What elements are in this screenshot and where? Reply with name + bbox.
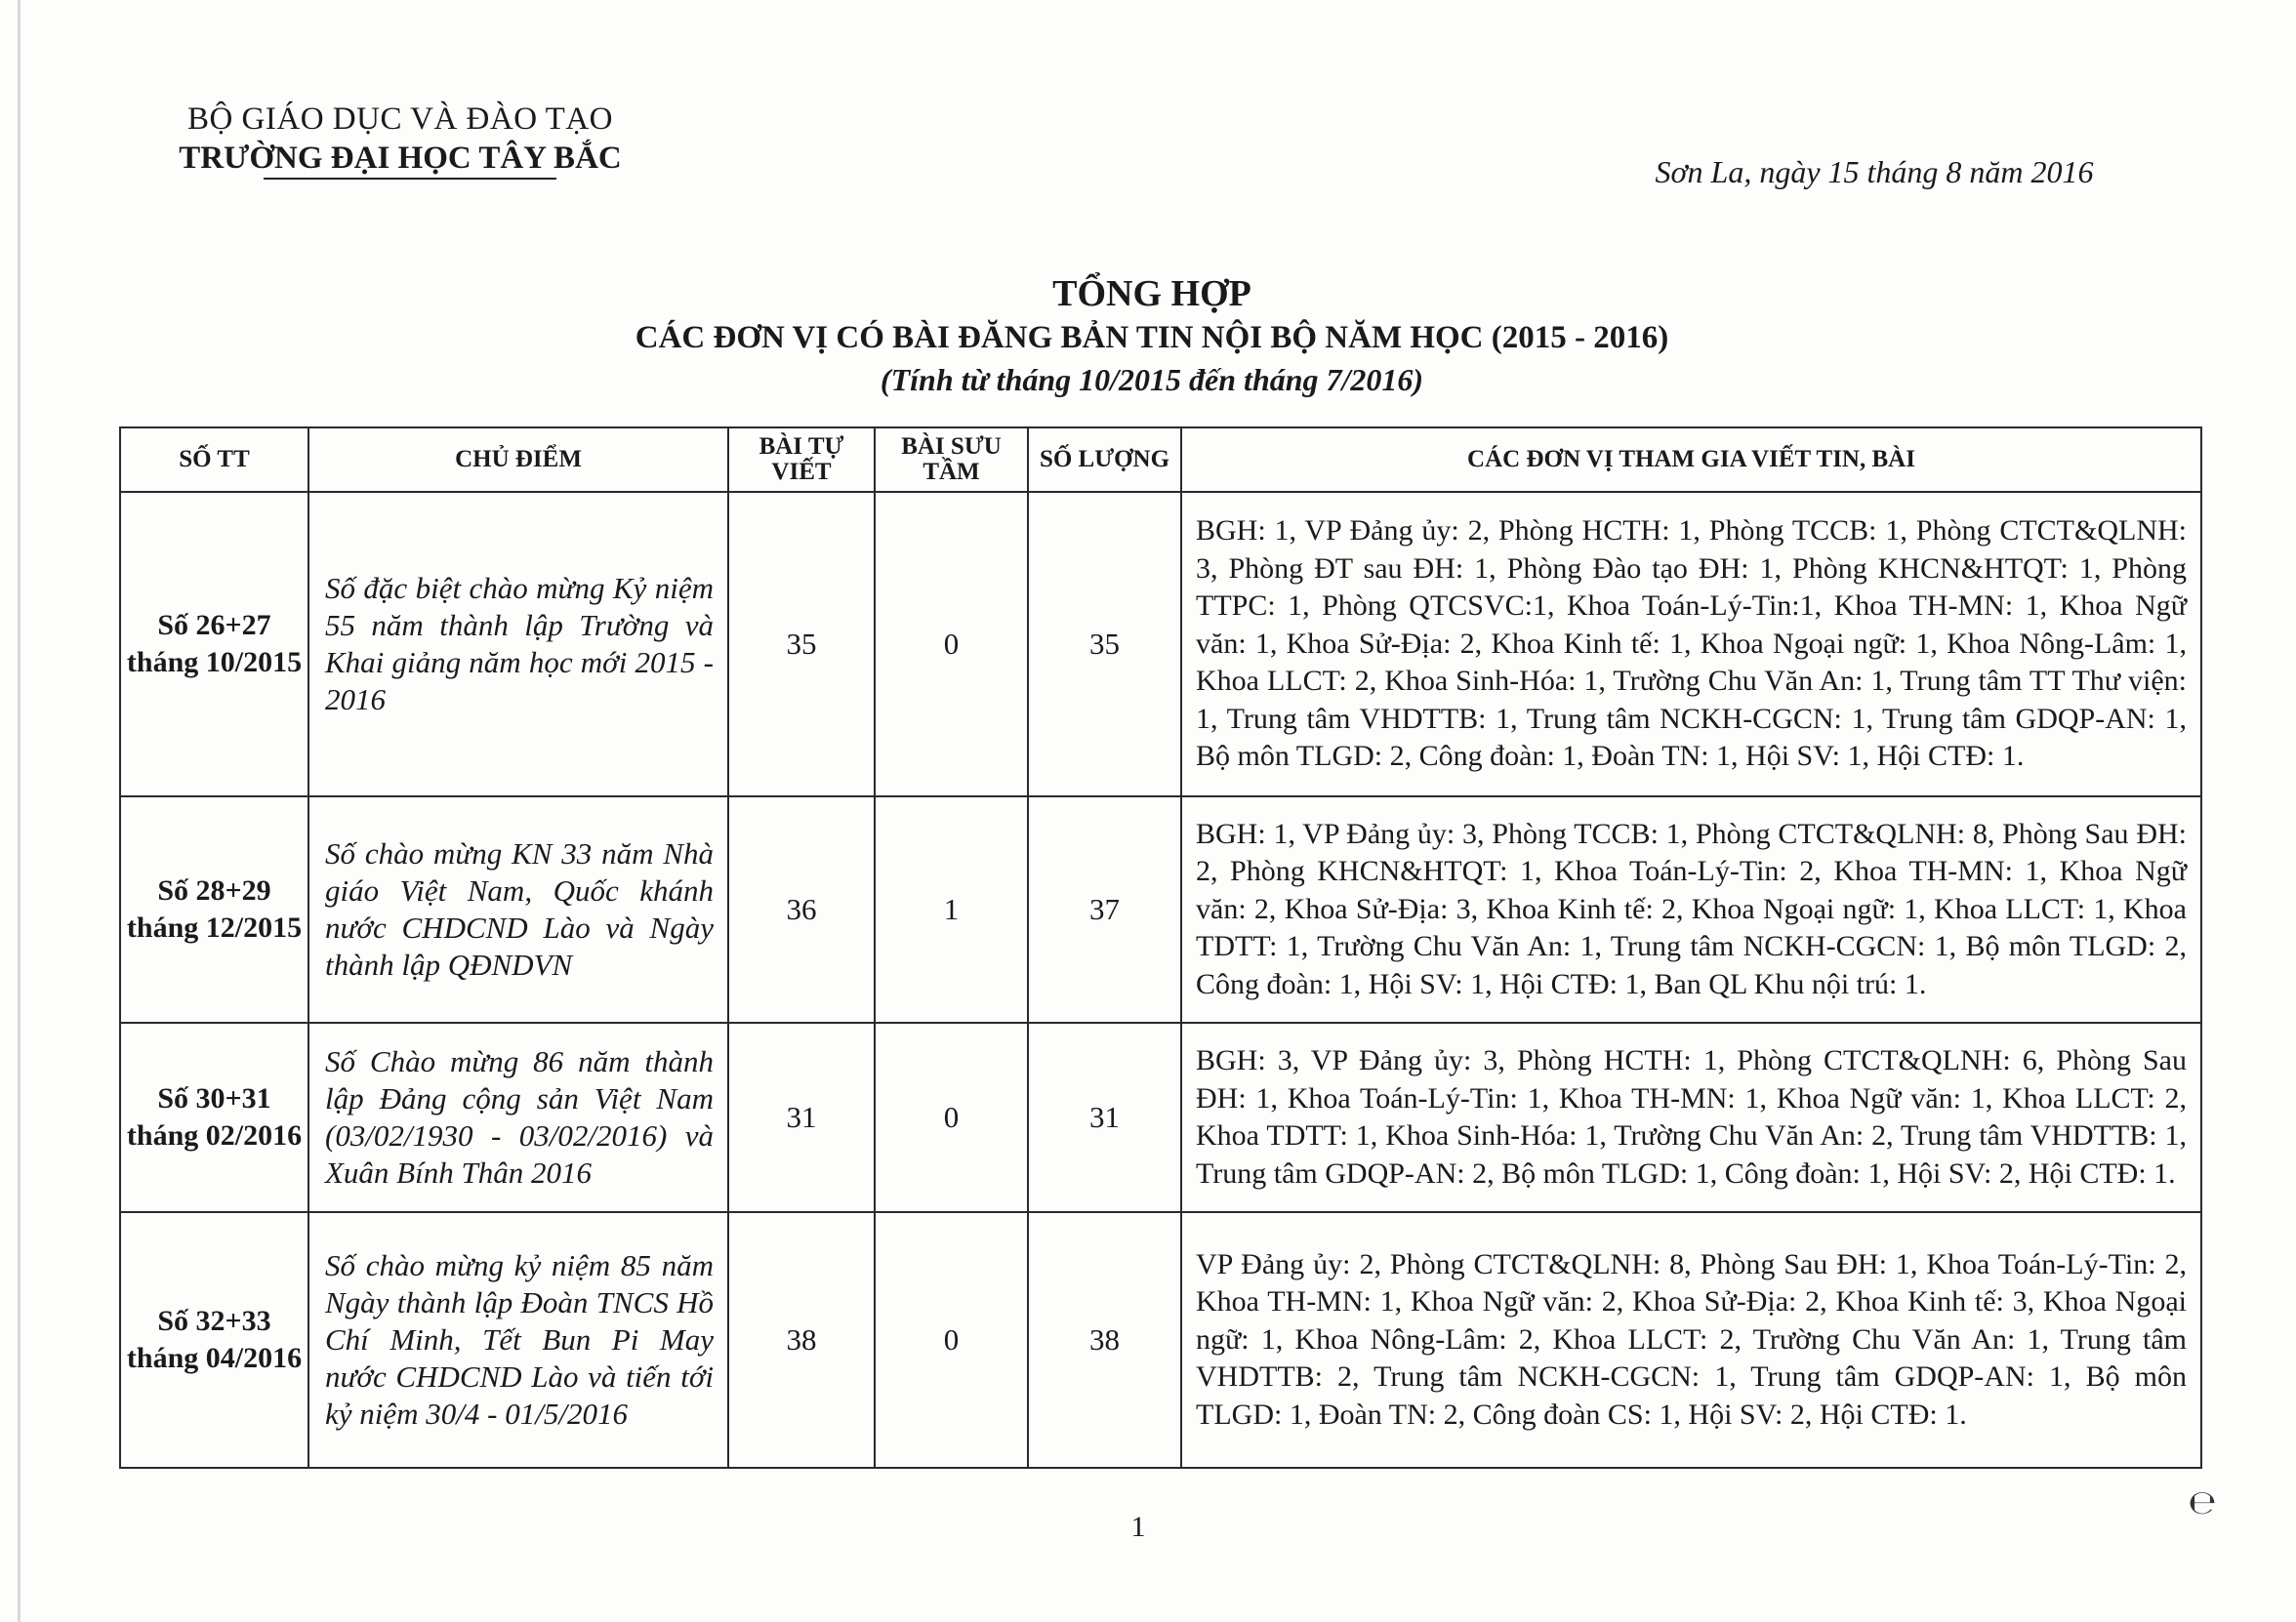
organization-header [156,100,644,180]
ministry-name: BỘ GIÁO DỤC VÀ ĐÀO TẠO [186,101,614,137]
title-period: (Tính từ tháng 10/2015 đến tháng 7/2016) [880,362,1424,397]
table-row [120,1023,2201,1212]
table-row [120,1212,2201,1468]
place-date: Sơn La, ngày 15 tháng 8 năm 2016 [1655,154,2094,189]
total-count-cell: 37 [1028,796,1181,1023]
issue-cell: Số 28+29 tháng 12/2015 [120,796,308,1023]
collected-count-cell: 0 [875,492,1028,796]
title-main: TỔNG HỢP [1052,273,1251,314]
issue-cell: Số 30+31 tháng 02/2016 [120,1023,308,1212]
issue-cell: Số 26+27 tháng 10/2015 [120,492,308,796]
university-name: TRƯỜNG ĐẠI HỌC TÂY BẮC [179,141,622,176]
issue-cell: Số 32+33 tháng 04/2016 [120,1212,308,1468]
university-underline [264,178,556,180]
table-header-row [120,427,2201,492]
header-total: SỐ LƯỢNG [1028,427,1181,492]
collected-count-cell: 1 [875,796,1028,1023]
table-row [120,492,2201,796]
page-number: 1 [1130,1511,1146,1543]
total-count-cell: 35 [1028,492,1181,796]
table-row [120,796,2201,1023]
scan-edge [18,0,20,1622]
topic-cell: Số Chào mừng 86 năm thành lập Đảng cộng sản Việt Nam (03/02/1930 - 03/02/2016) và Xuân Bính Thân 2016 [308,1023,728,1212]
total-count-cell: 31 [1028,1023,1181,1212]
header-stt: SỐ TT [120,427,308,492]
units-cell: BGH: 1, VP Đảng ủy: 3, Phòng TCCB: 1, Phòng CTCT&QLNH: 8, Phòng Sau ĐH: 2, Phòng KHCN&HTQT: 1, Khoa Toán-Lý-Tin: 2, Khoa TH-MN: 1, Khoa Ngữ văn: 2, Khoa Sử-Địa: 3, Khoa Kinh tế: 2, Khoa Ngoại ngữ: 1, Khoa LLCT: 1, Khoa TDTT: 1, Trường Chu Văn An: 1, Trung tâm NCKH-CGCN: 1, Bộ môn TLGD: 2, Công đoàn: 1, Hội SV: 1, Hội CTĐ: 1, Ban QL Khu nội trú: 1. [1181,796,2201,1023]
header-units: CÁC ĐƠN VỊ THAM GIA VIẾT TIN, BÀI [1181,427,2201,492]
units-cell: BGH: 1, VP Đảng ủy: 2, Phòng HCTH: 1, Phòng TCCB: 1, Phòng CTCT&QLNH: 3, Phòng ĐT sau ĐH: 1, Phòng Đào tạo ĐH: 1, Phòng KHCN&HTQT: 1, Phòng TTPC: 1, Phòng QTCSVC:1, Khoa Toán-Lý-Tin:1, Khoa TH-MN: 1, Khoa Ngữ văn: 1, Khoa Sử-Địa: 2, Khoa Kinh tế: 1, Khoa Ngoại ngữ: 1, Khoa Nông-Lâm: 1, Khoa LLCT: 2, Khoa Sinh-Hóa: 1, Trường Chu Văn An: 1, Trung tâm TT Thư viện: 1, Trung tâm VHDTTB: 1, Trung tâm NCKH-CGCN: 1, Trung tâm GDQP-AN: 1, Bộ môn TLGD: 2, Công đoàn: 1, Đoàn TN: 1, Hội SV: 1, Hội CTĐ: 1. [1181,492,2201,796]
topic-cell: Số chào mừng KN 33 năm Nhà giáo Việt Nam, Quốc khánh nước CHDCND Lào và Ngày thành lập QĐNDVN [308,796,728,1023]
units-cell: VP Đảng ủy: 2, Phòng CTCT&QLNH: 8, Phòng Sau ĐH: 1, Khoa Toán-Lý-Tin: 2, Khoa TH-MN: 1, Khoa Ngữ văn: 2, Khoa Sử-Địa: 2, Khoa Kinh tế: 3, Khoa Ngoại ngữ: 1, Khoa Nông-Lâm: 2, Khoa LLCT: 2, Trường Chu Văn An: 1, Trung tâm VHDTTB: 2, Trung tâm NCKH-CGCN: 1, Trung tâm GDQP-AN: 1, Bộ môn TLGD: 1, Đoàn TN: 2, Công đoàn CS: 1, Hội SV: 2, Hội CTĐ: 1. [1181,1212,2201,1468]
summary-table [119,426,2202,1469]
handwritten-initial-mark: ℮ [2188,1483,2217,1522]
topic-cell: Số chào mừng kỷ niệm 85 năm Ngày thành lập Đoàn TNCS Hồ Chí Minh, Tết Bun Pi May nước CHDCND Lào và tiến tới kỷ niệm 30/4 - 01/5/2016 [308,1212,728,1468]
document-title [488,271,1816,400]
own-count-cell: 31 [728,1023,875,1212]
header-own-articles: BÀI TỰ VIẾT [728,427,875,492]
topic-cell: Số đặc biệt chào mừng Kỷ niệm 55 năm thành lập Trường và Khai giảng năm học mới 2015 - 2016 [308,492,728,796]
total-count-cell: 38 [1028,1212,1181,1468]
collected-count-cell: 0 [875,1212,1028,1468]
own-count-cell: 38 [728,1212,875,1468]
header-topic: CHỦ ĐIỂM [308,427,728,492]
collected-count-cell: 0 [875,1023,1028,1212]
units-cell: BGH: 3, VP Đảng ủy: 3, Phòng HCTH: 1, Phòng CTCT&QLNH: 6, Phòng Sau ĐH: 1, Khoa Toán-Lý-Tin: 1, Khoa TH-MN: 1, Khoa Ngữ văn: 1, Khoa LLCT: 2, Khoa TDTT: 1, Khoa Sinh-Hóa: 1, Trường Chu Văn An: 2, Trung tâm VHDTTB: 1, Trung tâm GDQP-AN: 2, Bộ môn TLGD: 1, Công đoàn: 1, Hội SV: 2, Hội CTĐ: 1. [1181,1023,2201,1212]
title-subtitle: CÁC ĐƠN VỊ CÓ BÀI ĐĂNG BẢN TIN NỘI BỘ NĂM HỌC (2015 - 2016) [635,320,1669,355]
own-count-cell: 36 [728,796,875,1023]
header-collected-articles: BÀI SƯU TẦM [875,427,1028,492]
own-count-cell: 35 [728,492,875,796]
